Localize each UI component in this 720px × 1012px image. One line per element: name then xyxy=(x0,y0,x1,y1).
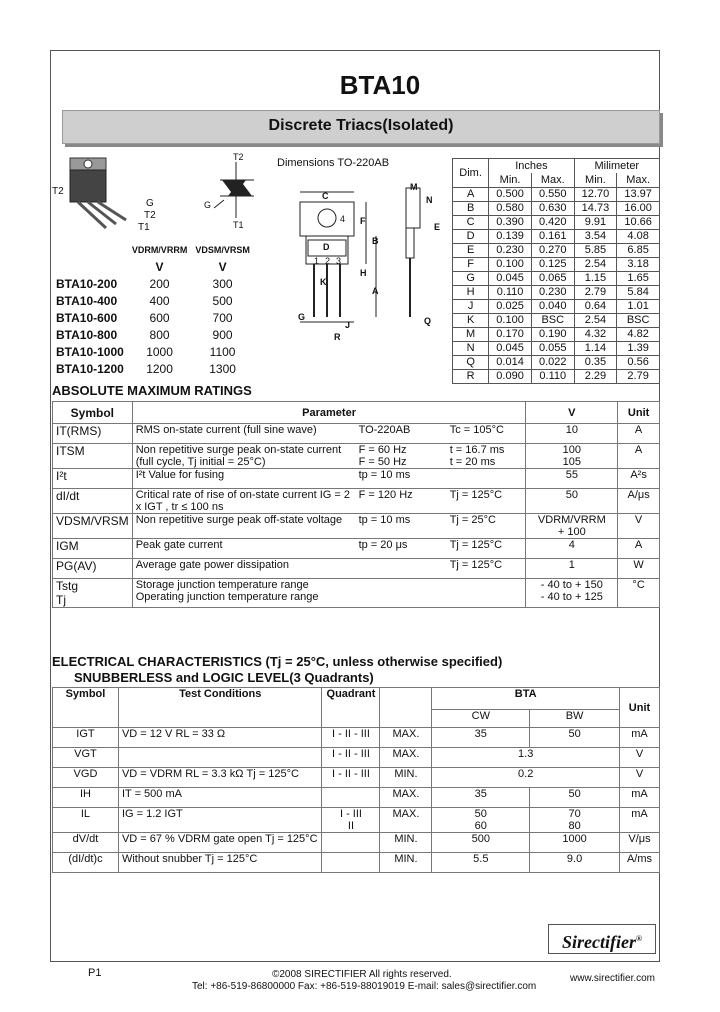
el-symbol: VGT xyxy=(53,748,119,768)
el-limit: MAX. xyxy=(380,808,432,833)
el-test-condition: Without snubber Tj = 125°C xyxy=(118,853,322,873)
abs-parameter: Critical rate of rise of on-state current IG = 2 x IGT , tr ≤ 100 ns xyxy=(132,489,355,514)
part-number: BTA10-600 xyxy=(56,310,118,325)
symbol-label-t1: T1 xyxy=(233,220,244,230)
dim-cell: Q xyxy=(453,356,489,370)
abs-symbol: PG(AV) xyxy=(53,559,133,579)
electrical-row xyxy=(53,853,660,873)
vdrm-value: 1000 xyxy=(146,344,173,359)
drawing-label-q: Q xyxy=(424,316,432,326)
dim-cell: 0.090 xyxy=(489,370,532,384)
drawing-label-f: F xyxy=(360,216,366,226)
dim-cell: BSC xyxy=(617,314,660,328)
el-cw-head: CW xyxy=(432,710,530,728)
dim-cell: 6.85 xyxy=(617,244,660,258)
dim-cell: 0.014 xyxy=(489,356,532,370)
mm-min-head: Min. xyxy=(574,173,617,188)
abs-symbol: ITSM xyxy=(53,444,133,469)
el-bw-value: 50 xyxy=(530,788,620,808)
drawing-label-c: C xyxy=(322,191,329,201)
abs-value: 1 xyxy=(526,559,618,579)
abs-unit: °C xyxy=(618,579,660,608)
drawing-label-4: 4 xyxy=(340,214,346,224)
abs-condition-2: t = 16.7 ms t = 20 ms xyxy=(447,444,526,469)
el-cw-value: 0.2 xyxy=(432,768,620,788)
el-quadrant: I - II - III xyxy=(322,748,380,768)
pkg-label-g: G xyxy=(146,198,154,209)
logo-registered-mark: ® xyxy=(636,934,642,943)
dim-cell: 1.39 xyxy=(617,342,660,356)
el-cw-value: 500 xyxy=(432,833,530,853)
dim-cell: 1.14 xyxy=(574,342,617,356)
dim-row xyxy=(453,272,660,286)
drawing-label-b: B xyxy=(372,236,379,246)
dim-cell: 3.54 xyxy=(574,230,617,244)
abs-value: VDRM/VRRM + 100 xyxy=(526,514,618,539)
dim-cell: 0.100 xyxy=(489,258,532,272)
dim-cell: 0.125 xyxy=(531,258,574,272)
el-test-head: Test Conditions xyxy=(118,688,322,728)
pkg-label-t2: T2 xyxy=(52,186,64,197)
dim-cell: 0.025 xyxy=(489,300,532,314)
dim-cell: 0.110 xyxy=(489,286,532,300)
abs-condition: TO-220AB xyxy=(356,424,447,444)
triac-symbol-icon xyxy=(198,150,268,230)
dim-cell: 0.190 xyxy=(531,328,574,342)
part-number: BTA10-800 xyxy=(56,327,118,342)
part-number: BTA10-1000 xyxy=(56,344,124,359)
drawing-label-1: 1 xyxy=(314,256,320,266)
abs-symbol: I²t xyxy=(53,469,133,489)
abs-value: 50 xyxy=(526,489,618,514)
abs-max-row xyxy=(53,559,660,579)
vdsm-value: 300 xyxy=(212,276,233,291)
abs-unit: A²s xyxy=(618,469,660,489)
dim-cell: 4.32 xyxy=(574,328,617,342)
dim-row xyxy=(453,230,660,244)
dim-row xyxy=(453,314,660,328)
abs-unit-head: Unit xyxy=(618,402,660,424)
dim-cell: 0.270 xyxy=(531,244,574,258)
el-bta-head: BTA xyxy=(432,688,620,710)
abs-condition-2: Tj = 25°C xyxy=(447,514,526,539)
dim-cell: 0.161 xyxy=(531,230,574,244)
el-quadrant xyxy=(322,788,380,808)
abs-condition-2 xyxy=(447,579,526,608)
el-test-condition: VD = 12 V RL = 33 Ω xyxy=(118,728,322,748)
dim-row xyxy=(453,342,660,356)
electrical-row xyxy=(53,748,660,768)
dim-cell: 0.100 xyxy=(489,314,532,328)
abs-max-row xyxy=(53,469,660,489)
inch-min-head: Min. xyxy=(489,173,532,188)
vdsm-value: 1100 xyxy=(209,344,236,359)
el-limit: MIN. xyxy=(380,768,432,788)
dim-cell: 0.500 xyxy=(489,188,532,202)
voltage-row xyxy=(52,309,254,326)
abs-parameter: RMS on-state current (full sine wave) xyxy=(132,424,355,444)
drawing-label-h: H xyxy=(360,268,367,278)
el-unit: V xyxy=(619,748,659,768)
voltage-table xyxy=(52,241,254,377)
el-quadrant-head: Quadrant xyxy=(322,688,380,728)
abs-parameter: Peak gate current xyxy=(132,539,355,559)
dim-row xyxy=(453,356,660,370)
dim-cell: G xyxy=(453,272,489,286)
abs-max-row xyxy=(53,514,660,539)
abs-v-head: V xyxy=(526,402,618,424)
drawing-label-n: N xyxy=(426,195,433,205)
el-limit: MIN. xyxy=(380,853,432,873)
el-symbol: (dI/dt)c xyxy=(53,853,119,873)
abs-condition-2: Tj = 125°C xyxy=(447,489,526,514)
abs-condition xyxy=(356,579,447,608)
el-symbol: VGD xyxy=(53,768,119,788)
vdrm-value: 600 xyxy=(149,310,170,325)
el-symbol: IL xyxy=(53,808,119,833)
page-number: P1 xyxy=(88,967,102,979)
abs-parameter: Storage junction temperature range Operating junction temperature range xyxy=(132,579,355,608)
dim-cell: 0.630 xyxy=(531,202,574,216)
vdsm-unit: V xyxy=(218,259,227,274)
dim-cell: J xyxy=(453,300,489,314)
abs-parameter: Average gate power dissipation xyxy=(132,559,355,579)
drawing-label-3: 3 xyxy=(336,256,342,266)
abs-value: 10 xyxy=(526,424,618,444)
abs-unit: A xyxy=(618,539,660,559)
abs-condition: F = 60 Hz F = 50 Hz xyxy=(356,444,447,469)
abs-symbol: Tstg Tj xyxy=(53,579,133,608)
dim-cell: 0.550 xyxy=(531,188,574,202)
abs-max-row xyxy=(53,444,660,469)
page-title: BTA10 xyxy=(339,70,421,100)
page-subtitle: Discrete Triacs(Isolated) xyxy=(268,117,454,134)
voltage-row xyxy=(52,292,254,309)
dim-cell: 1.01 xyxy=(617,300,660,314)
el-bw-value: 70 80 xyxy=(530,808,620,833)
drawing-label-e: E xyxy=(434,222,441,232)
el-unit-head: Unit xyxy=(619,688,659,728)
dim-cell: K xyxy=(453,314,489,328)
drawing-label-m: M xyxy=(410,182,418,192)
electrical-title: ELECTRICAL CHARACTERISTICS (Tj = 25°C, unless otherwise specified) xyxy=(52,654,503,669)
dimensions-title: Dimensions TO-220AB xyxy=(277,157,390,169)
electrical-row xyxy=(53,728,660,748)
electrical-row xyxy=(53,833,660,853)
abs-symbol-head: Symbol xyxy=(53,402,133,424)
dim-cell: 9.91 xyxy=(574,216,617,230)
abs-max-title: ABSOLUTE MAXIMUM RATINGS xyxy=(52,383,252,398)
dim-row xyxy=(453,328,660,342)
dim-cell: F xyxy=(453,258,489,272)
abs-max-row xyxy=(53,539,660,559)
drawing-label-2: 2 xyxy=(325,256,331,266)
abs-max-row xyxy=(53,489,660,514)
abs-condition: tp = 10 ms xyxy=(356,469,447,489)
drawing-label-j: J xyxy=(345,320,351,330)
dim-cell: 2.29 xyxy=(574,370,617,384)
el-test-condition: VD = 67 % VDRM gate open Tj = 125°C xyxy=(118,833,322,853)
el-quadrant: I - II - III xyxy=(322,768,380,788)
dim-cell: 14.73 xyxy=(574,202,617,216)
contact-info: Tel: +86-519-86800000 Fax: +86-519-88019019 E-mail: sales@sirectifier.com xyxy=(192,981,537,992)
dim-cell: 0.045 xyxy=(489,342,532,356)
mm-head: Milimeter xyxy=(574,159,659,174)
abs-value: 100 105 xyxy=(526,444,618,469)
el-cw-value: 1.3 xyxy=(432,748,620,768)
el-cw-value: 35 xyxy=(432,788,530,808)
dim-cell: E xyxy=(453,244,489,258)
drawing-label-k: K xyxy=(320,277,327,287)
el-unit: A/ms xyxy=(619,853,659,873)
electrical-table xyxy=(52,687,660,873)
vdrm-value: 200 xyxy=(149,276,170,291)
dim-row xyxy=(453,300,660,314)
dim-cell: 0.110 xyxy=(531,370,574,384)
part-number: BTA10-1200 xyxy=(56,361,124,376)
sirectifier-logo xyxy=(548,924,656,954)
dim-row xyxy=(453,244,660,258)
el-test-condition xyxy=(118,748,322,768)
el-test-condition: IG = 1.2 IGT xyxy=(118,808,322,833)
abs-condition-2: Tc = 105°C xyxy=(447,424,526,444)
abs-value: - 40 to + 150 - 40 to + 125 xyxy=(526,579,618,608)
el-bw-value: 9.0 xyxy=(530,853,620,873)
electrical-row xyxy=(53,788,660,808)
voltage-row xyxy=(52,343,254,360)
dim-cell: 0.022 xyxy=(531,356,574,370)
abs-unit: V xyxy=(618,514,660,539)
dim-cell: 0.580 xyxy=(489,202,532,216)
abs-max-table xyxy=(52,401,660,608)
dim-cell: N xyxy=(453,342,489,356)
part-number: BTA10-200 xyxy=(56,276,118,291)
el-unit: mA xyxy=(619,808,659,833)
dim-cell: 5.85 xyxy=(574,244,617,258)
abs-unit: A/μs xyxy=(618,489,660,514)
abs-value: 4 xyxy=(526,539,618,559)
drawing-label-g: G xyxy=(298,312,306,322)
drawing-label-d: D xyxy=(323,242,330,252)
dim-cell: 0.055 xyxy=(531,342,574,356)
abs-condition: tp = 20 μs xyxy=(356,539,447,559)
dim-cell: 5.84 xyxy=(617,286,660,300)
abs-unit: A xyxy=(618,424,660,444)
copyright: ©2008 SIRECTIFIER All rights reserved. xyxy=(272,969,452,980)
dim-cell: H xyxy=(453,286,489,300)
vdrm-unit: V xyxy=(155,259,164,274)
dim-cell: 0.045 xyxy=(489,272,532,286)
vdrm-value: 400 xyxy=(149,293,170,308)
abs-max-row xyxy=(53,424,660,444)
abs-symbol: dI/dt xyxy=(53,489,133,514)
mm-max-head: Max. xyxy=(617,173,660,188)
voltage-row xyxy=(52,275,254,292)
el-limit: MAX. xyxy=(380,728,432,748)
abs-symbol: VDSM/VRSM xyxy=(53,514,133,539)
abs-unit: W xyxy=(618,559,660,579)
el-limit: MIN. xyxy=(380,833,432,853)
dim-cell: 3.18 xyxy=(617,258,660,272)
vdsm-head: VDSM/VRSM xyxy=(195,244,250,255)
vdsm-value: 500 xyxy=(212,293,233,308)
dim-cell: 2.79 xyxy=(574,286,617,300)
inch-max-head: Max. xyxy=(531,173,574,188)
drawing-label-a: A xyxy=(372,286,379,296)
abs-condition-2 xyxy=(447,469,526,489)
el-cw-value: 50 60 xyxy=(432,808,530,833)
el-cw-value: 5.5 xyxy=(432,853,530,873)
website: www.sirectifier.com xyxy=(570,973,656,984)
vdsm-value: 1300 xyxy=(209,361,236,376)
abs-symbol: IGM xyxy=(53,539,133,559)
el-limit: MAX. xyxy=(380,748,432,768)
el-limit: MAX. xyxy=(380,788,432,808)
dimensions-table xyxy=(452,158,660,384)
dim-row xyxy=(453,216,660,230)
symbol-label-g: G xyxy=(204,200,212,210)
voltage-row xyxy=(52,360,254,377)
el-unit: V xyxy=(619,768,659,788)
part-number: BTA10-400 xyxy=(56,293,118,308)
dim-cell: 0.040 xyxy=(531,300,574,314)
el-bw-value: 50 xyxy=(530,728,620,748)
el-quadrant: I - III II xyxy=(322,808,380,833)
dim-row xyxy=(453,286,660,300)
el-cw-value: 35 xyxy=(432,728,530,748)
dim-cell: 10.66 xyxy=(617,216,660,230)
dim-cell: 2.79 xyxy=(617,370,660,384)
vdsm-value: 900 xyxy=(212,327,233,342)
dim-cell: 0.170 xyxy=(489,328,532,342)
inches-head: Inches xyxy=(489,159,574,174)
abs-unit: A xyxy=(618,444,660,469)
dim-cell: BSC xyxy=(531,314,574,328)
el-test-condition: VD = VDRM RL = 3.3 kΩ Tj = 125°C xyxy=(118,768,322,788)
dim-cell: 0.230 xyxy=(489,244,532,258)
dim-cell: A xyxy=(453,188,489,202)
pkg-label-t1: T1 xyxy=(138,222,150,233)
abs-parameter: I²t Value for fusing xyxy=(132,469,355,489)
dim-cell: 0.420 xyxy=(531,216,574,230)
el-symbol: IH xyxy=(53,788,119,808)
el-symbol: IGT xyxy=(53,728,119,748)
dim-row xyxy=(453,202,660,216)
abs-max-row xyxy=(53,579,660,608)
dim-cell: M xyxy=(453,328,489,342)
abs-condition: F = 120 Hz xyxy=(356,489,447,514)
drawing-label-r: R xyxy=(334,332,341,342)
dim-head: Dim. xyxy=(453,159,489,188)
dim-cell: C xyxy=(453,216,489,230)
dim-cell: B xyxy=(453,202,489,216)
el-quadrant: I - II - III xyxy=(322,728,380,748)
vdrm-value: 800 xyxy=(149,327,170,342)
abs-condition xyxy=(356,559,447,579)
el-symbol: dV/dt xyxy=(53,833,119,853)
dim-cell: 0.139 xyxy=(489,230,532,244)
vdrm-value: 1200 xyxy=(146,361,173,376)
el-unit: mA xyxy=(619,788,659,808)
electrical-row xyxy=(53,808,660,833)
vdrm-head: VDRM/VRRM xyxy=(131,244,188,255)
abs-parameter-head: Parameter xyxy=(132,402,526,424)
pkg-label-t2-pin: T2 xyxy=(144,210,156,221)
abs-symbol: IT(RMS) xyxy=(53,424,133,444)
el-quadrant xyxy=(322,833,380,853)
vdsm-value: 700 xyxy=(212,310,233,325)
dim-cell: D xyxy=(453,230,489,244)
el-symbol-head: Symbol xyxy=(53,688,119,728)
el-unit: V/μs xyxy=(619,833,659,853)
abs-parameter: Non repetitive surge peak off-state voltage xyxy=(132,514,355,539)
dim-row xyxy=(453,188,660,202)
dim-row xyxy=(453,370,660,384)
dim-cell: 1.15 xyxy=(574,272,617,286)
el-quadrant xyxy=(322,853,380,873)
el-bw-head: BW xyxy=(530,710,620,728)
el-unit: mA xyxy=(619,728,659,748)
voltage-row xyxy=(52,326,254,343)
abs-condition-2: Tj = 125°C xyxy=(447,539,526,559)
abs-parameter: Non repetitive surge peak on-state current (full cycle, Tj initial = 25°C) xyxy=(132,444,355,469)
dim-cell: 2.54 xyxy=(574,258,617,272)
dim-cell: 4.08 xyxy=(617,230,660,244)
dim-cell: R xyxy=(453,370,489,384)
dim-cell: 4.82 xyxy=(617,328,660,342)
dim-cell: 0.56 xyxy=(617,356,660,370)
dim-cell: 13.97 xyxy=(617,188,660,202)
dim-cell: 1.65 xyxy=(617,272,660,286)
dim-cell: 2.54 xyxy=(574,314,617,328)
electrical-row xyxy=(53,768,660,788)
dim-cell: 0.065 xyxy=(531,272,574,286)
symbol-label-t2: T2 xyxy=(233,152,244,162)
abs-value: 55 xyxy=(526,469,618,489)
el-bw-value: 1000 xyxy=(530,833,620,853)
dim-cell: 0.390 xyxy=(489,216,532,230)
dim-cell: 16.00 xyxy=(617,202,660,216)
dim-cell: 12.70 xyxy=(574,188,617,202)
electrical-subtitle: SNUBBERLESS and LOGIC LEVEL(3 Quadrants) xyxy=(74,670,374,685)
dim-cell: 0.35 xyxy=(574,356,617,370)
el-test-condition: IT = 500 mA xyxy=(118,788,322,808)
abs-condition-2: Tj = 125°C xyxy=(447,559,526,579)
dim-cell: 0.230 xyxy=(531,286,574,300)
dim-cell: 0.64 xyxy=(574,300,617,314)
logo-text: Sirectifier xyxy=(562,932,636,952)
abs-condition: tp = 10 ms xyxy=(356,514,447,539)
dim-row xyxy=(453,258,660,272)
